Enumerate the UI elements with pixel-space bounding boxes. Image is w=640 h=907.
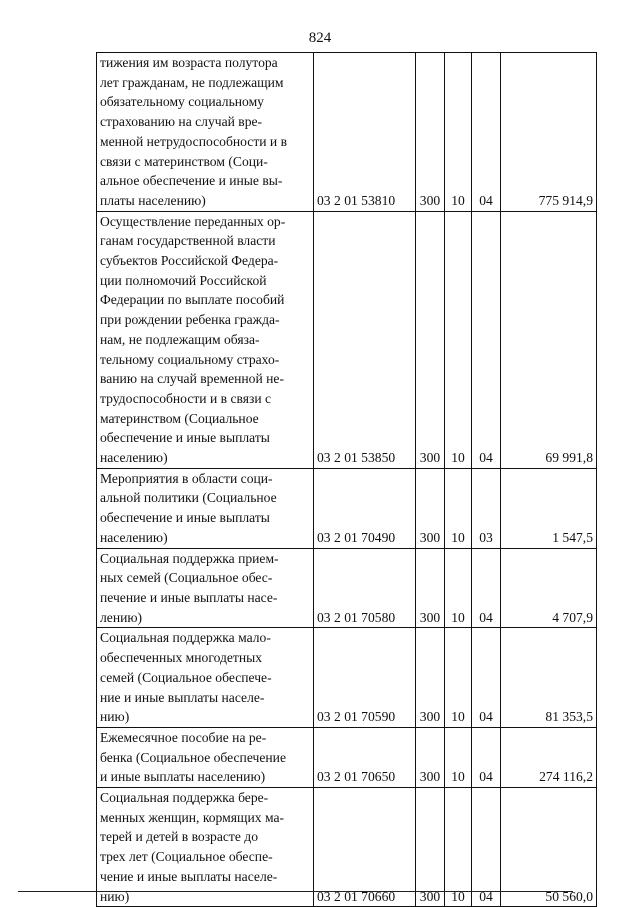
amount-cell: 69 991,8 — [501, 211, 597, 468]
budget-code-cell: 03 2 01 53810 — [314, 53, 416, 212]
budget-code-cell: 03 2 01 70490 — [314, 468, 416, 548]
description-line: Мероприятия в области соци- — [100, 470, 273, 486]
description-cell — [97, 211, 314, 468]
description-line: нию) — [100, 709, 130, 725]
table-row — [97, 211, 597, 468]
description-line: субъектов Российской Федера- — [100, 253, 279, 269]
subsection-cell: 04 — [472, 211, 501, 468]
description-line: альной политики (Социальное — [100, 490, 277, 506]
description-line: Социальная поддержка бере- — [100, 790, 269, 806]
description-line: нию) — [100, 888, 130, 904]
description-line: Ежемесячное пособие на ре- — [100, 729, 267, 745]
expense-type-cell: 300 — [416, 727, 445, 787]
description-line: альное обеспечение и иные вы- — [100, 173, 283, 189]
description-line: и иные выплаты населению) — [100, 769, 266, 785]
description-line: населению) — [100, 529, 168, 545]
description-line: обеспечение и иные выплаты — [100, 430, 270, 446]
subsection-cell: 03 — [472, 468, 501, 548]
description-line: трех лет (Социальное обеспе- — [100, 849, 273, 865]
expense-type-cell: 300 — [416, 53, 445, 212]
subsection-cell: 04 — [472, 788, 501, 907]
budget-code-cell: 03 2 01 53850 — [314, 211, 416, 468]
description-line: семей (Социальное обеспече- — [100, 669, 272, 685]
table-body — [97, 53, 597, 907]
description-line: Социальная поддержка мало- — [100, 630, 271, 646]
expense-type-cell: 300 — [416, 628, 445, 728]
table-row — [97, 788, 597, 907]
subsection-cell: 04 — [472, 727, 501, 787]
description-cell — [97, 727, 314, 787]
description-cell — [97, 628, 314, 728]
section-cell: 10 — [445, 727, 472, 787]
description-line: связи с материнством (Соци- — [100, 153, 268, 169]
description-line: лет гражданам, не подлежащим — [100, 74, 284, 90]
section-cell: 10 — [445, 53, 472, 212]
amount-cell: 4 707,9 — [501, 548, 597, 628]
description-line: ганам государственной власти — [100, 233, 276, 249]
description-line: обеспеченных многодетных — [100, 650, 263, 666]
description-line: страхованию на случай вре- — [100, 114, 263, 130]
description-line: менных женщин, кормящих ма- — [100, 809, 285, 825]
table-row — [97, 468, 597, 548]
description-line: Федерации по выплате пособий — [100, 292, 285, 308]
expense-type-cell: 300 — [416, 548, 445, 628]
description-line: тижения им возраста полутора — [100, 55, 278, 70]
table-row — [97, 628, 597, 728]
description-line: терей и детей в возрасте до — [100, 829, 259, 845]
section-cell: 10 — [445, 788, 472, 907]
description-line: Социальная поддержка прием- — [100, 550, 279, 566]
subsection-cell: 04 — [472, 628, 501, 728]
expense-type-cell: 300 — [416, 211, 445, 468]
amount-cell: 50 560,0 — [501, 788, 597, 907]
description-line: тельному социальному страхо- — [100, 351, 280, 367]
section-cell: 10 — [445, 628, 472, 728]
description-line: материнством (Социальное — [100, 410, 259, 426]
section-cell: 10 — [445, 211, 472, 468]
section-cell: 10 — [445, 468, 472, 548]
description-line: ных семей (Социальное обес- — [100, 570, 273, 586]
description-line: населению) — [100, 450, 168, 466]
section-cell: 10 — [445, 548, 472, 628]
budget-code-cell: 03 2 01 70650 — [314, 727, 416, 787]
description-line: трудоспособности и в связи с — [100, 390, 272, 406]
amount-cell: 81 353,5 — [501, 628, 597, 728]
footer-rule — [18, 891, 573, 892]
amount-cell: 775 914,9 — [501, 53, 597, 212]
description-line: платы населению) — [100, 192, 206, 208]
description-line: при рождении ребенка гражда- — [100, 312, 280, 328]
description-line: нам, не подлежащим обяза- — [100, 331, 260, 347]
description-line: чение и иные выплаты населе- — [100, 868, 278, 884]
description-line: Осуществление переданных ор- — [100, 213, 286, 229]
description-line: лению) — [100, 609, 143, 625]
description-cell — [97, 788, 314, 907]
expense-type-cell: 300 — [416, 788, 445, 907]
subsection-cell: 04 — [472, 53, 501, 212]
description-line: ние и иные выплаты населе- — [100, 689, 265, 705]
budget-code-cell: 03 2 01 70580 — [314, 548, 416, 628]
description-line: печение и иные выплаты насе- — [100, 589, 278, 605]
description-line: ванию на случай временной не- — [100, 371, 284, 387]
description-line: ции полномочий Российской — [100, 272, 267, 288]
budget-code-cell: 03 2 01 70590 — [314, 628, 416, 728]
expense-type-cell: 300 — [416, 468, 445, 548]
description-cell — [97, 468, 314, 548]
table-row — [97, 548, 597, 628]
description-line: обеспечение и иные выплаты — [100, 510, 270, 526]
budget-table — [96, 52, 597, 907]
page-number: 824 — [308, 30, 332, 46]
description-cell — [97, 548, 314, 628]
table-row — [97, 727, 597, 787]
description-line: бенка (Социальное обеспечение — [100, 749, 286, 765]
budget-code-cell: 03 2 01 70660 — [314, 788, 416, 907]
amount-cell: 1 547,5 — [501, 468, 597, 548]
amount-cell: 274 116,2 — [501, 727, 597, 787]
description-cell — [97, 53, 314, 212]
description-line: обязательному социальному — [100, 94, 264, 110]
table-row — [97, 53, 597, 212]
description-line: менной нетрудоспособности и в — [100, 133, 288, 149]
subsection-cell: 04 — [472, 548, 501, 628]
